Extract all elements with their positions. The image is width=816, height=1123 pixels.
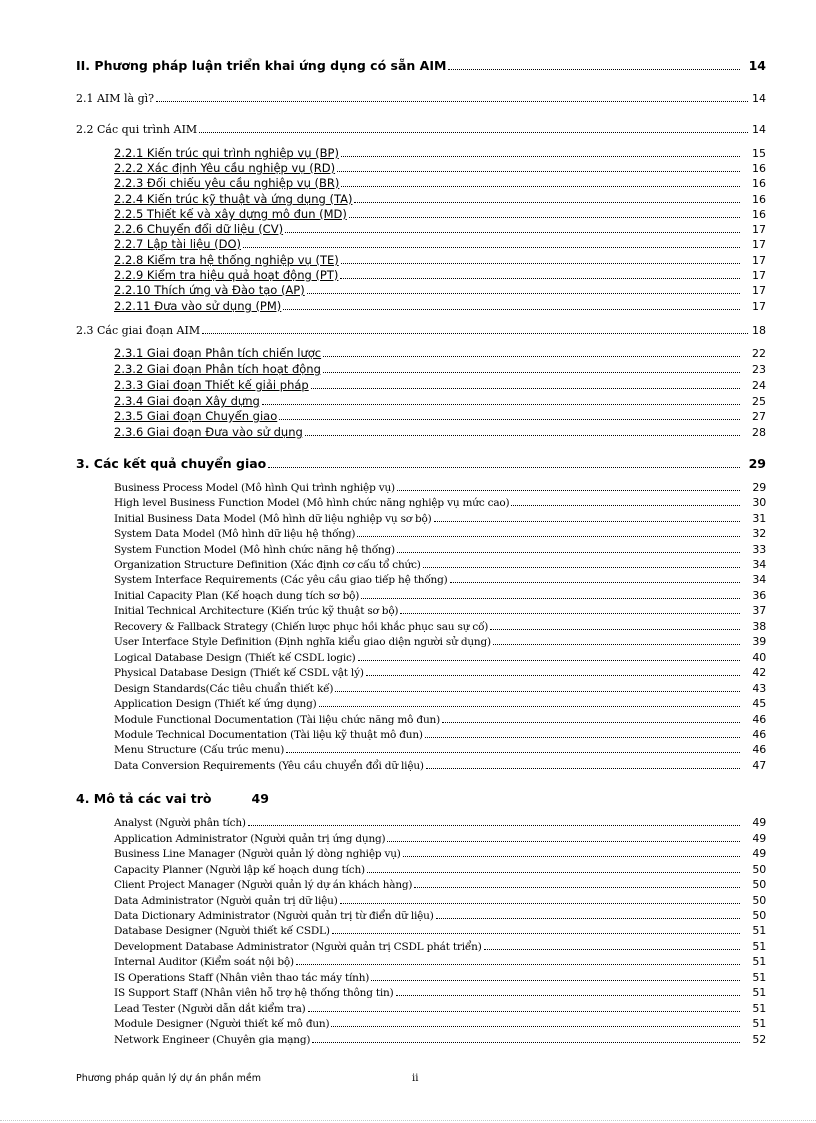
toc-title: Module Technical Documentation (Tài liệu kỹ thuật mô đun) xyxy=(114,729,423,741)
toc-page-number: 51 xyxy=(752,955,766,968)
toc-link-2-3-1[interactable] xyxy=(114,346,766,360)
toc-title: 2.2.1 Kiến trúc qui trình nghiệp vụ (BP) xyxy=(114,146,339,160)
toc-title: Capacity Planner (Người lập kế hoạch dung tích) xyxy=(114,864,365,876)
toc-title: Analyst (Người phân tích) xyxy=(114,817,246,829)
toc-entry-deliverable[interactable] xyxy=(114,558,766,571)
toc-page-number: 17 xyxy=(752,284,766,297)
toc-page-number: 30 xyxy=(752,496,766,509)
toc-title: Data Administrator (Người quản trị dữ liệu) xyxy=(114,895,338,907)
toc-entry-deliverable[interactable] xyxy=(114,512,766,525)
dot-leader xyxy=(341,155,740,157)
toc-page-number: 24 xyxy=(752,379,766,392)
toc-entry-deliverable[interactable] xyxy=(114,573,766,586)
toc-title: Application Administrator (Người quản trị ứng dụng) xyxy=(114,833,386,845)
toc-entry-deliverable[interactable] xyxy=(114,481,766,494)
toc-entry-role[interactable] xyxy=(114,971,766,984)
dot-leader xyxy=(358,659,740,661)
dot-leader xyxy=(367,871,740,873)
toc-page-number: 29 xyxy=(748,456,766,471)
toc-title: High level Business Function Model (Mô hình chức năng nghiệp vụ mức cao) xyxy=(114,497,510,509)
toc-title: Application Design (Thiết kế ứng dụng) xyxy=(114,698,317,710)
dot-leader xyxy=(426,767,740,769)
toc-entry-deliverable[interactable] xyxy=(114,728,766,741)
toc-page-number: 28 xyxy=(752,426,766,439)
dot-leader xyxy=(349,216,740,218)
toc-entry-deliverable[interactable] xyxy=(114,604,766,617)
toc-title: 2.2.4 Kiến trúc kỹ thuật và ứng dụng (TA) xyxy=(114,192,353,206)
toc-page-number: 17 xyxy=(752,254,766,267)
page-footer-number: ii xyxy=(412,1073,419,1084)
toc-title: 2.3 Các giai đoạn AIM xyxy=(76,324,201,337)
toc-link-2-2-4[interactable] xyxy=(114,192,766,206)
toc-title: Module Functional Documentation (Tài liệu chức năng mô đun) xyxy=(114,714,440,726)
dot-leader xyxy=(442,721,740,723)
dot-leader xyxy=(199,131,748,133)
toc-title: System Data Model (Mô hình dữ liệu hệ thống) xyxy=(114,528,356,540)
toc-page-number: 17 xyxy=(752,238,766,251)
toc-title: Data Dictionary Administrator (Người quản trị từ điển dữ liệu) xyxy=(114,910,434,922)
toc-entry-role[interactable] xyxy=(114,955,766,968)
toc-link-2-3-2[interactable] xyxy=(114,362,766,376)
toc-entry-deliverable[interactable] xyxy=(114,682,766,695)
toc-entry-2-2[interactable] xyxy=(76,123,766,136)
toc-link-2-2-6[interactable] xyxy=(114,222,766,236)
toc-page-number: 50 xyxy=(752,878,766,891)
dot-leader xyxy=(311,387,740,389)
toc-title: Data Conversion Requirements (Yêu cầu chuyển đổi dữ liệu) xyxy=(114,760,424,772)
dot-leader xyxy=(156,100,748,102)
toc-page-number: 34 xyxy=(752,573,766,586)
toc-page-number: 49 xyxy=(752,816,766,829)
toc-page-number: 42 xyxy=(752,666,766,679)
toc-page-number: 25 xyxy=(752,395,766,408)
dot-leader xyxy=(340,902,740,904)
toc-title: System Function Model (Mô hình chức năng hệ thống) xyxy=(114,544,395,556)
toc-title: Initial Technical Architecture (Kiến trúc kỹ thuật sơ bộ) xyxy=(114,605,399,617)
toc-entry-role[interactable] xyxy=(114,1033,766,1046)
toc-entry-deliverable[interactable] xyxy=(114,620,766,633)
toc-page-number: 51 xyxy=(752,1017,766,1030)
toc-title: User Interface Style Definition (Định nghĩa kiểu giao diện người sử dụng) xyxy=(114,636,491,648)
dot-leader xyxy=(202,332,748,334)
toc-title: 2.2.6 Chuyển đổi dữ liệu (CV) xyxy=(114,222,284,236)
toc-title: Physical Database Design (Thiết kế CSDL vật lý) xyxy=(114,667,364,679)
toc-page-number: 51 xyxy=(752,986,766,999)
dot-leader xyxy=(397,551,740,553)
toc-entry-role[interactable] xyxy=(114,816,766,829)
toc-page-number: 18 xyxy=(752,324,766,337)
toc-page-number: 16 xyxy=(752,193,766,206)
toc-page-number: 40 xyxy=(752,651,766,664)
toc-page-number: 15 xyxy=(752,147,766,160)
toc-page-number: 50 xyxy=(752,909,766,922)
dot-leader xyxy=(319,705,740,707)
toc-entry-deliverable[interactable] xyxy=(114,589,766,602)
toc-title: 2.2.9 Kiểm tra hiệu quả hoạt động (PT) xyxy=(114,268,339,282)
dot-leader xyxy=(396,994,741,996)
dot-leader xyxy=(484,948,740,950)
toc-title: Database Designer (Người thiết kế CSDL) xyxy=(114,925,330,937)
toc-page-number: 36 xyxy=(752,589,766,602)
toc-entry-2-1[interactable] xyxy=(76,92,766,105)
toc-title: IS Operations Staff (Nhân viên thao tác máy tính) xyxy=(114,972,370,984)
dot-leader xyxy=(340,277,740,279)
toc-entry-deliverable[interactable] xyxy=(114,635,766,648)
toc-page-number: 51 xyxy=(752,940,766,953)
toc-title: 2.2.11 Đưa vào sử dụng (PM) xyxy=(114,299,282,313)
toc-entry-deliverable[interactable] xyxy=(114,651,766,664)
toc-page-number: 34 xyxy=(752,558,766,571)
toc-title: Client Project Manager (Người quản lý dự án khách hàng) xyxy=(114,879,413,891)
toc-page-number: 51 xyxy=(752,971,766,984)
toc-title: 4. Mô tả các vai trò xyxy=(76,791,212,806)
dot-leader xyxy=(490,628,740,630)
toc-link-2-3-4[interactable] xyxy=(114,394,766,408)
toc-title: 2.2.5 Thiết kế và xây dựng mô đun (MD) xyxy=(114,207,347,221)
toc-page-number: 49 xyxy=(752,832,766,845)
toc-page-number: 38 xyxy=(752,620,766,633)
dot-leader xyxy=(307,292,740,294)
dot-leader xyxy=(323,355,740,357)
page-edge-divider xyxy=(0,1120,816,1121)
toc-entry-role[interactable] xyxy=(114,894,766,907)
toc-page-number: 27 xyxy=(752,410,766,423)
toc-page-number: 16 xyxy=(752,177,766,190)
toc-entry-role[interactable] xyxy=(114,863,766,876)
toc-page-number: 29 xyxy=(752,481,766,494)
toc-heading-section-4[interactable] xyxy=(76,791,269,806)
dot-leader xyxy=(323,371,740,373)
toc-entry-role[interactable] xyxy=(114,940,766,953)
toc-page-number: 45 xyxy=(752,697,766,710)
toc-page-number: 49 xyxy=(752,847,766,860)
dot-leader xyxy=(283,308,740,310)
toc-title: 3. Các kết quả chuyển giao xyxy=(76,456,267,471)
toc-entry-deliverable[interactable] xyxy=(114,759,766,772)
toc-title: System Interface Requirements (Các yêu cầu giao tiếp hệ thống) xyxy=(114,574,448,586)
toc-title: 2.2.8 Kiểm tra hệ thống nghiệp vụ (TE) xyxy=(114,253,339,267)
dot-leader xyxy=(450,581,740,583)
toc-page-number: 52 xyxy=(752,1033,766,1046)
dot-leader xyxy=(285,231,740,233)
toc-page-number: 47 xyxy=(752,759,766,772)
toc-page-number: 17 xyxy=(752,269,766,282)
toc-title: Internal Auditor (Kiểm soát nội bộ) xyxy=(114,956,294,968)
toc-heading-section-3[interactable] xyxy=(76,456,766,471)
toc-title: 2.3.2 Giai đoạn Phân tích hoạt động xyxy=(114,362,321,376)
toc-title: 2.3.3 Giai đoạn Thiết kế giải pháp xyxy=(114,378,309,392)
toc-title: 2.3.1 Giai đoạn Phân tích chiến lược xyxy=(114,346,322,360)
toc-link-2-2-11[interactable] xyxy=(114,299,766,313)
dot-leader xyxy=(493,643,740,645)
toc-entry-role[interactable] xyxy=(114,1017,766,1030)
toc-link-2-2-9[interactable] xyxy=(114,268,766,282)
dot-leader xyxy=(331,1025,740,1027)
toc-title: 2.2.7 Lập tài liệu (DO) xyxy=(114,237,242,251)
toc-title: Initial Capacity Plan (Kế hoạch dung tích sơ bộ) xyxy=(114,590,360,602)
toc-link-2-3-3[interactable] xyxy=(114,378,766,392)
toc-title: Business Process Model (Mô hình Qui trình nghiệp vụ) xyxy=(114,482,395,494)
dot-leader xyxy=(371,979,740,981)
dot-leader xyxy=(243,246,740,248)
toc-title: Module Designer (Người thiết kế mô đun) xyxy=(114,1018,330,1030)
toc-link-2-2-1[interactable] xyxy=(114,146,766,160)
toc-entry-role[interactable] xyxy=(114,909,766,922)
dot-leader xyxy=(312,1041,740,1043)
toc-page-number: 46 xyxy=(752,713,766,726)
toc-title: Lead Tester (Người dẫn dắt kiểm tra) xyxy=(114,1003,306,1015)
toc-title: Development Database Administrator (Người quản trị CSDL phát triển) xyxy=(114,941,482,953)
dot-leader xyxy=(279,418,740,420)
dot-leader xyxy=(268,466,740,468)
toc-page-number: 16 xyxy=(752,208,766,221)
toc-page-number: 23 xyxy=(752,363,766,376)
toc-title: 2.1 AIM là gì? xyxy=(76,92,155,105)
toc-entry-deliverable[interactable] xyxy=(114,713,766,726)
toc-link-2-2-7[interactable] xyxy=(114,237,766,251)
toc-title: 2.3.4 Giai đoạn Xây dựng xyxy=(114,394,260,408)
toc-entry-2-3[interactable] xyxy=(76,324,766,337)
dot-leader xyxy=(414,886,740,888)
toc-page-number: 49 xyxy=(251,791,269,806)
toc-title: Business Line Manager (Người quản lý dòng nghiệp vụ) xyxy=(114,848,401,860)
toc-link-2-2-5[interactable] xyxy=(114,207,766,221)
toc-title: Design Standards(Các tiêu chuẩn thiết kế) xyxy=(114,683,334,695)
toc-page-number: 17 xyxy=(752,300,766,313)
dot-leader xyxy=(354,201,740,203)
toc-page-number: 33 xyxy=(752,543,766,556)
dot-leader xyxy=(341,262,740,264)
dot-leader xyxy=(436,917,740,919)
dot-leader xyxy=(397,489,740,491)
toc-page-number: 50 xyxy=(752,894,766,907)
toc-page-number: 51 xyxy=(752,924,766,937)
toc-link-2-2-10[interactable] xyxy=(114,283,766,297)
toc-entry-role[interactable] xyxy=(114,924,766,937)
dot-leader xyxy=(286,751,740,753)
toc-entry-role[interactable] xyxy=(114,986,766,999)
toc-entry-role[interactable] xyxy=(114,832,766,845)
toc-title: Logical Database Design (Thiết kế CSDL logic) xyxy=(114,652,356,664)
toc-link-2-3-6[interactable] xyxy=(114,425,766,439)
toc-title: Initial Business Data Model (Mô hình dữ liệu nghiệp vụ sơ bộ) xyxy=(114,513,432,525)
toc-entry-role[interactable] xyxy=(114,878,766,891)
dot-leader xyxy=(337,170,740,172)
page-footer-text: Phương pháp quản lý dự án phần mềm xyxy=(76,1073,261,1084)
toc-entry-deliverable[interactable] xyxy=(114,496,766,509)
dot-leader xyxy=(387,840,740,842)
toc-entry-deliverable[interactable] xyxy=(114,666,766,679)
toc-entry-deliverable[interactable] xyxy=(114,743,766,756)
toc-title: Organization Structure Definition (Xác định cơ cấu tổ chức) xyxy=(114,559,421,571)
dot-leader xyxy=(335,690,740,692)
dot-leader xyxy=(361,597,740,599)
dot-leader xyxy=(423,566,740,568)
toc-page-number: 16 xyxy=(752,162,766,175)
dot-leader xyxy=(262,403,740,405)
toc-entry-role[interactable] xyxy=(114,1002,766,1015)
toc-entry-role[interactable] xyxy=(114,847,766,860)
toc-page-number: 14 xyxy=(752,92,766,105)
dot-leader xyxy=(400,612,740,614)
toc-entry-deliverable[interactable] xyxy=(114,527,766,540)
toc-title: 2.2.2 Xác định Yêu cầu nghiệp vụ (RD) xyxy=(114,161,336,175)
toc-title: Menu Structure (Cấu trúc menu) xyxy=(114,744,285,756)
dot-leader xyxy=(332,932,740,934)
toc-page-number: 17 xyxy=(752,223,766,236)
toc-page-number: 14 xyxy=(752,123,766,136)
toc-link-2-2-8[interactable] xyxy=(114,253,766,267)
toc-link-2-2-3[interactable] xyxy=(114,176,766,190)
toc-page-number: 31 xyxy=(752,512,766,525)
toc-page-number: 39 xyxy=(752,635,766,648)
toc-title: 2.2 Các qui trình AIM xyxy=(76,123,198,136)
dot-leader xyxy=(511,504,740,506)
toc-page-number: 46 xyxy=(752,743,766,756)
toc-title: 2.3.5 Giai đoạn Chuyển giao xyxy=(114,409,278,423)
dot-leader xyxy=(403,855,740,857)
dot-leader xyxy=(366,674,740,676)
toc-page-number: 50 xyxy=(752,863,766,876)
dot-leader xyxy=(305,434,740,436)
toc-title: II. Phương pháp luận triển khai ứng dụng có sẵn AIM xyxy=(76,58,447,73)
dot-leader xyxy=(425,736,740,738)
toc-page-number: 43 xyxy=(752,682,766,695)
dot-leader xyxy=(448,68,740,70)
dot-leader xyxy=(296,963,740,965)
toc-title: Recovery & Fallback Strategy (Chiến lược phục hồi khắc phục sau sự cố) xyxy=(114,621,489,633)
toc-entry-deliverable[interactable] xyxy=(114,697,766,710)
dot-leader xyxy=(308,1010,740,1012)
toc-page-number: 32 xyxy=(752,527,766,540)
toc-heading-section-2[interactable] xyxy=(76,58,766,73)
dot-leader xyxy=(248,824,740,826)
toc-link-2-3-5[interactable] xyxy=(114,409,766,423)
toc-title: 2.2.3 Đối chiếu yêu cầu nghiệp vụ (BR) xyxy=(114,176,340,190)
toc-title: 2.3.6 Giai đoạn Đưa vào sử dụng xyxy=(114,425,303,439)
toc-title: Network Engineer (Chuyên gia mạng) xyxy=(114,1034,311,1046)
toc-page-number: 51 xyxy=(752,1002,766,1015)
toc-entry-deliverable[interactable] xyxy=(114,543,766,556)
toc-page-number: 46 xyxy=(752,728,766,741)
toc-title: 2.2.10 Thích ứng và Đào tạo (AP) xyxy=(114,283,305,297)
toc-page-number: 14 xyxy=(748,58,766,73)
toc-page-number: 22 xyxy=(752,347,766,360)
toc-title: IS Support Staff (Nhân viên hỗ trợ hệ thống thông tin) xyxy=(114,987,394,999)
dot-leader xyxy=(341,185,740,187)
dot-leader xyxy=(434,520,740,522)
toc-page-number: 37 xyxy=(752,604,766,617)
dot-leader xyxy=(357,535,740,537)
toc-link-2-2-2[interactable] xyxy=(114,161,766,175)
